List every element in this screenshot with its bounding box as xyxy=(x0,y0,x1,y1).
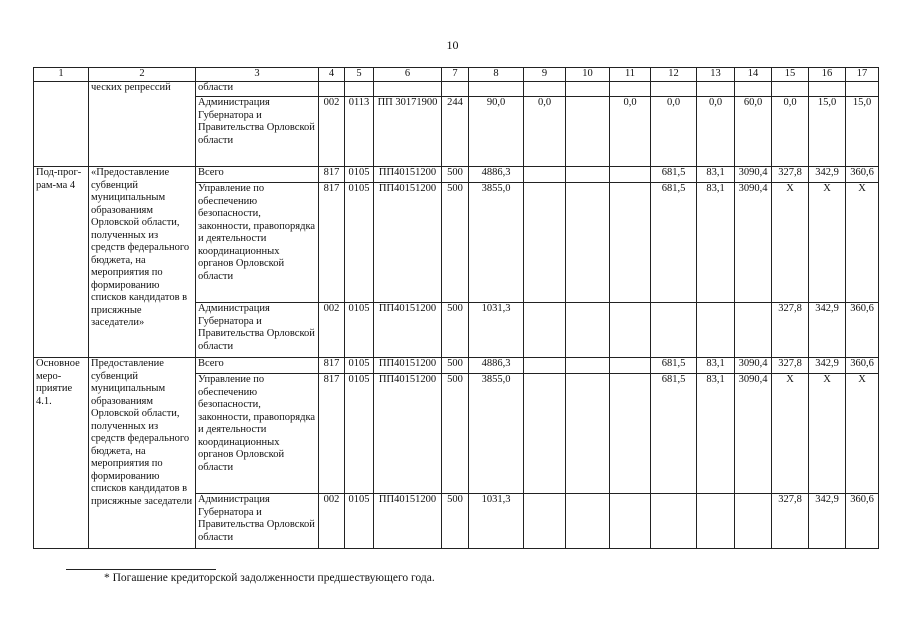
cell-value: 681,5 xyxy=(651,183,697,303)
cell-rzpr: 0105 xyxy=(345,167,374,183)
cell-value: 360,6 xyxy=(846,358,879,374)
column-header: 6 xyxy=(374,68,442,82)
executor-cell: Всего xyxy=(196,167,319,183)
executor-cell: Администрация Губернатора и Правительства Орловской области xyxy=(196,303,319,358)
cell-value: 0,0 xyxy=(697,97,735,167)
cell-value xyxy=(566,303,610,358)
cell-total: 3855,0 xyxy=(469,183,524,303)
column-header: 12 xyxy=(651,68,697,82)
cell-rzpr: 0105 xyxy=(345,303,374,358)
cell-value: 681,5 xyxy=(651,167,697,183)
page-number: 10 xyxy=(446,38,459,52)
cell-vr: 500 xyxy=(442,167,469,183)
cell-value: X xyxy=(772,183,809,303)
cell-value: 360,6 xyxy=(846,494,879,549)
program-name-cell: Предоставление субвенций муниципальным образованиям Орловской области, полученных из средств федерального бюджета, на мероприятия по формированию списков кандидатов в присяжные заседатели xyxy=(89,358,196,549)
column-header: 13 xyxy=(697,68,735,82)
cell-vr: 500 xyxy=(442,494,469,549)
cell-value: 0,0 xyxy=(610,97,651,167)
cell-value xyxy=(566,167,610,183)
cell-csr: ПП40151200 xyxy=(374,167,442,183)
cell-rzpr: 0105 xyxy=(345,374,374,494)
cell-value xyxy=(610,303,651,358)
footnote: * Погашение кредиторской задолженности предшествующего года. xyxy=(104,572,435,584)
cell-value: 342,9 xyxy=(809,303,846,358)
cell-value: 3090,4 xyxy=(735,183,772,303)
cell-value: 15,0 xyxy=(846,97,879,167)
cell-value: 83,1 xyxy=(697,167,735,183)
cell-total: 1031,3 xyxy=(469,303,524,358)
cell-rzpr: 0105 xyxy=(345,183,374,303)
cell-value: 327,8 xyxy=(772,167,809,183)
column-header: 16 xyxy=(809,68,846,82)
cell-vr: 244 xyxy=(442,97,469,167)
column-header: 11 xyxy=(610,68,651,82)
cell-value: X xyxy=(809,183,846,303)
cell-rzpr: 0113 xyxy=(345,97,374,167)
cell-value xyxy=(566,183,610,303)
cell-grbs: 817 xyxy=(319,358,345,374)
cell-value xyxy=(566,374,610,494)
column-header: 2 xyxy=(89,68,196,82)
cell-total: 4886,3 xyxy=(469,358,524,374)
column-number-row xyxy=(34,68,879,82)
cell-value xyxy=(524,167,566,183)
cell-value: 3090,4 xyxy=(735,167,772,183)
cell-rzpr: 0105 xyxy=(345,358,374,374)
table-row-total xyxy=(34,358,879,374)
executor-cell: Администрация Губернатора и Правительства Орловской области xyxy=(196,97,319,167)
cell-value xyxy=(697,494,735,549)
cell-value: 327,8 xyxy=(772,494,809,549)
cell-value xyxy=(566,494,610,549)
executor-cell: Администрация Губернатора и Правительства Орловской области xyxy=(196,494,319,549)
program-name-cell: «Предоставление субвенций муниципальным образованиям Орловской области, полученных из средств федерального бюджета, на мероприятия по формированию списков кандидатов в присяжные заседатели» xyxy=(89,167,196,358)
cell-value: 3090,4 xyxy=(735,358,772,374)
cell-grbs: 002 xyxy=(319,494,345,549)
cell-value xyxy=(524,374,566,494)
cell-value xyxy=(735,494,772,549)
cell-value xyxy=(524,494,566,549)
program-type-cell: Под-прог-рам-ма 4 xyxy=(34,167,89,358)
cell-value: 681,5 xyxy=(651,374,697,494)
cell-value: X xyxy=(846,374,879,494)
column-header: 17 xyxy=(846,68,879,82)
cell-value: 15,0 xyxy=(809,97,846,167)
program-name-cell: ческих репрессий xyxy=(89,82,196,167)
cell-value: 3090,4 xyxy=(735,374,772,494)
cell-value xyxy=(651,303,697,358)
cell-rzpr: 0105 xyxy=(345,494,374,549)
column-header: 8 xyxy=(469,68,524,82)
cell-value: 60,0 xyxy=(735,97,772,167)
cell-value xyxy=(524,183,566,303)
cell-value xyxy=(610,167,651,183)
column-header: 4 xyxy=(319,68,345,82)
footnote-divider xyxy=(66,569,216,570)
cell-value xyxy=(697,303,735,358)
continuation-row xyxy=(34,82,879,97)
cell-value xyxy=(610,183,651,303)
executor-cell: Всего xyxy=(196,358,319,374)
executor-cell: области xyxy=(196,82,319,97)
cell-total: 1031,3 xyxy=(469,494,524,549)
cell-vr: 500 xyxy=(442,303,469,358)
cell-vr: 500 xyxy=(442,358,469,374)
cell-csr: ПП40151200 xyxy=(374,374,442,494)
cell-total: 90,0 xyxy=(469,97,524,167)
cell-grbs: 002 xyxy=(319,303,345,358)
column-header: 5 xyxy=(345,68,374,82)
cell-value: 0,0 xyxy=(651,97,697,167)
cell-col1 xyxy=(34,82,89,167)
cell-total: 3855,0 xyxy=(469,374,524,494)
cell-csr: ПП40151200 xyxy=(374,183,442,303)
column-header: 14 xyxy=(735,68,772,82)
cell-value: 0,0 xyxy=(524,97,566,167)
column-header: 15 xyxy=(772,68,809,82)
cell-vr: 500 xyxy=(442,183,469,303)
cell-grbs: 817 xyxy=(319,183,345,303)
cell-value: 342,9 xyxy=(809,358,846,374)
cell-grbs: 817 xyxy=(319,374,345,494)
cell-value: X xyxy=(809,374,846,494)
cell-grbs: 817 xyxy=(319,167,345,183)
cell-value: 327,8 xyxy=(772,358,809,374)
column-header: 3 xyxy=(196,68,319,82)
cell-value: 83,1 xyxy=(697,183,735,303)
program-type-cell: Основное меро-приятие 4.1. xyxy=(34,358,89,549)
cell-value xyxy=(524,303,566,358)
executor-cell: Управление по обеспечению безопасности, законности, правопорядка и деятельности координационных органов Орловской области xyxy=(196,374,319,494)
cell-value: 83,1 xyxy=(697,374,735,494)
cell-csr: ПП40151200 xyxy=(374,358,442,374)
executor-cell: Управление по обеспечению безопасности, законности, правопорядка и деятельности координационных органов Орловской области xyxy=(196,183,319,303)
cell-value xyxy=(566,358,610,374)
table-row-total xyxy=(34,167,879,183)
cell-csr: ПП40151200 xyxy=(374,494,442,549)
cell-value: 327,8 xyxy=(772,303,809,358)
cell-value: X xyxy=(846,183,879,303)
cell-value xyxy=(610,358,651,374)
column-header: 10 xyxy=(566,68,610,82)
column-header: 7 xyxy=(442,68,469,82)
cell-value xyxy=(566,97,610,167)
budget-table xyxy=(33,67,879,549)
cell-value xyxy=(610,374,651,494)
cell-grbs: 002 xyxy=(319,97,345,167)
cell-value: 0,0 xyxy=(772,97,809,167)
cell-value xyxy=(524,358,566,374)
cell-value xyxy=(610,494,651,549)
cell-csr: ПП40151200 xyxy=(374,303,442,358)
cell-value: 342,9 xyxy=(809,167,846,183)
column-header: 9 xyxy=(524,68,566,82)
cell-value: 342,9 xyxy=(809,494,846,549)
cell-value: 360,6 xyxy=(846,167,879,183)
column-header: 1 xyxy=(34,68,89,82)
cell-csr: ПП 30171900 xyxy=(374,97,442,167)
cell-value xyxy=(651,494,697,549)
cell-value xyxy=(735,303,772,358)
cell-value: 360,6 xyxy=(846,303,879,358)
cell-total: 4886,3 xyxy=(469,167,524,183)
cell-value: 681,5 xyxy=(651,358,697,374)
cell-value: 83,1 xyxy=(697,358,735,374)
cell-vr: 500 xyxy=(442,374,469,494)
cell-value: X xyxy=(772,374,809,494)
